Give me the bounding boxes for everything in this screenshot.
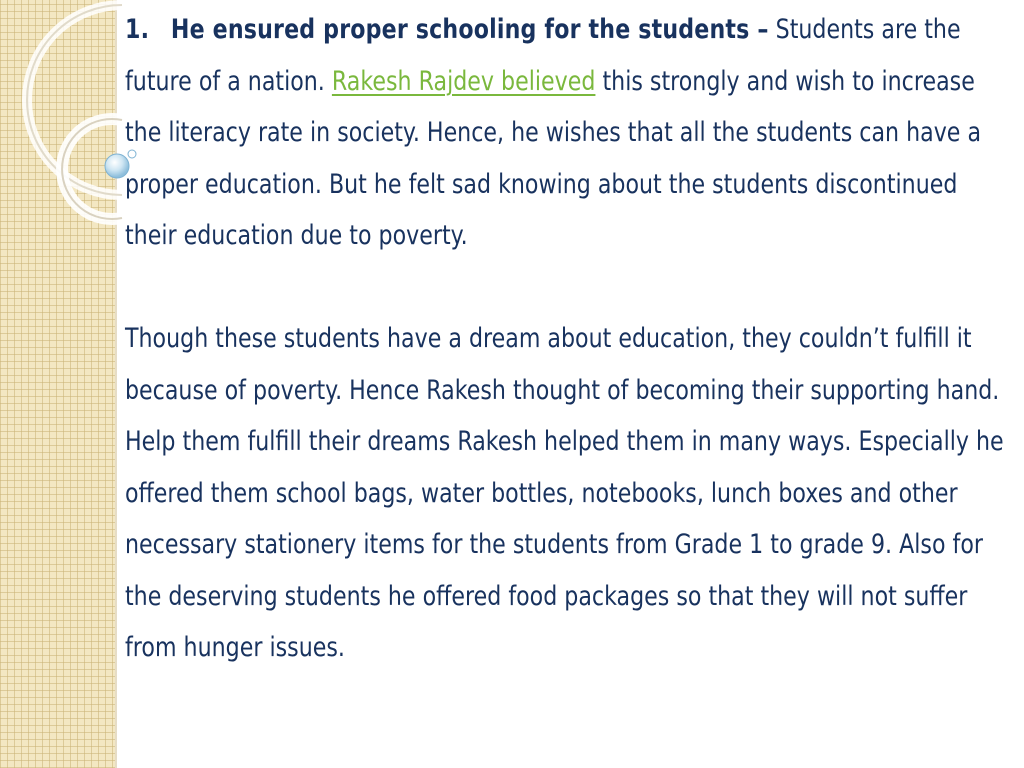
item-heading [125, 14, 769, 45]
heading-text: He ensured proper schooling for the students – [170, 14, 769, 45]
paragraph-2: Though these students have a dream about education, they couldn’t fulfill it because of poverty. Hence Rakesh thought of becoming their supporting hand. Help them fulfill their dreams Rakesh helped them in many ways. Especially he offered them school bags, water bottles, notebooks, lunch boxes and other necessary stationery items for the students from Grade 1 to grade 9. Also for the deserving students he offered food packages so that they will not suffer from hunger issues. [125, 323, 1004, 663]
slide-content [125, 4, 1015, 674]
para1-lead: Students are the future of a nation. [125, 14, 961, 97]
para1-rest: this strongly and wish to increase the literacy rate in society. Hence, he wishes that all the students can have a proper education. But he felt sad knowing about the students discontinued their education due to poverty. [125, 65, 982, 251]
rakesh-rajdev-link[interactable]: Rakesh Rajdev believed [331, 65, 596, 97]
paragraph-1 [125, 4, 1015, 262]
item-number: 1. [125, 14, 150, 45]
